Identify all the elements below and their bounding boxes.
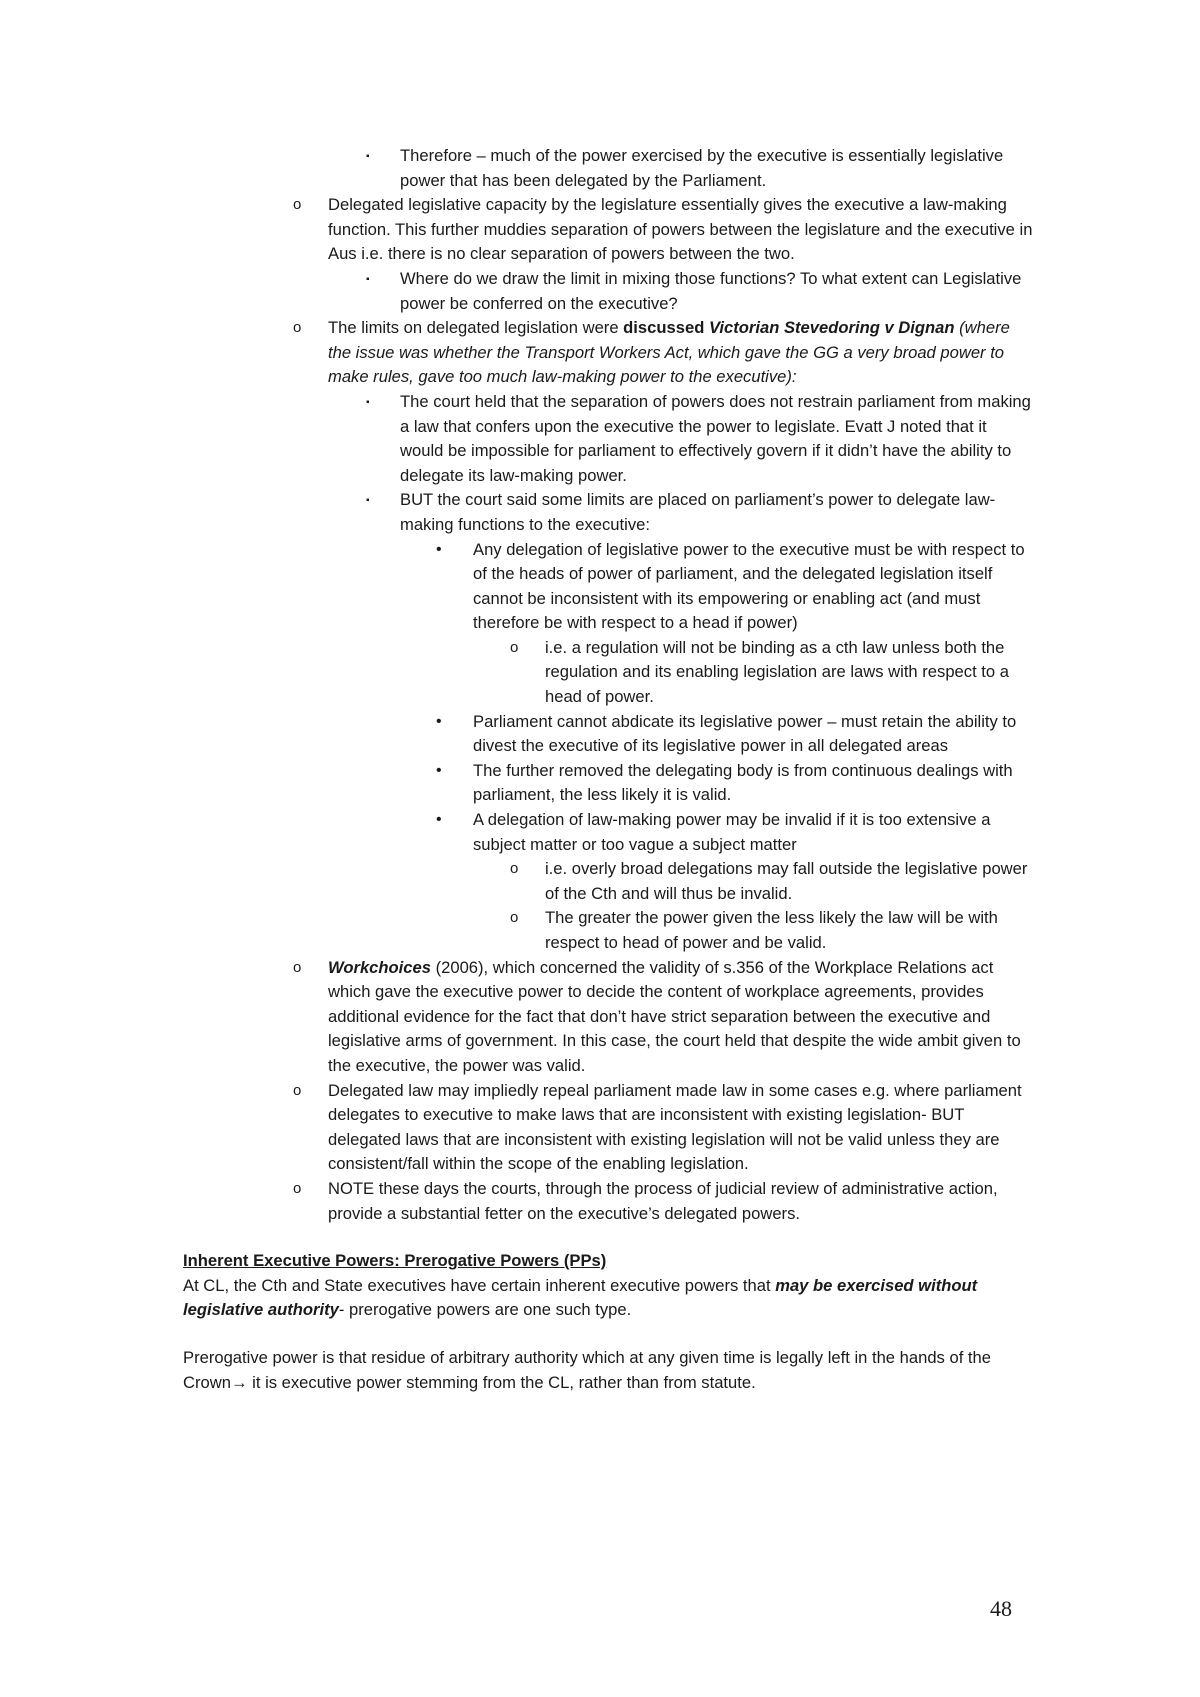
circle-bullet-icon: o — [510, 860, 519, 878]
case-name: Workchoices — [328, 957, 431, 977]
round-bullet-icon: • — [436, 761, 442, 779]
paragraph: At CL, the Cth and State executives have certain inherent executive powers that may be exercised without legislative authority- prerogative powers are one such type. — [183, 1275, 978, 1320]
list-item: o The greater the power given the less likely the law will be with respect to head of power and be valid. — [510, 908, 998, 952]
square-bullet-icon: ▪ — [366, 273, 370, 285]
list-item: o Delegated law may impliedly repeal parliament made law in some cases e.g. where parliament delegates to executive to make laws that are inconsistent with existing legislation- BUT delegated laws that are inconsistent with existing legislation will not be valid unless they are consistent/fall within the scope of the enabling legislation. — [293, 1080, 1022, 1174]
list-item: • The further removed the delegating body is from continuous dealings with parliament, the less likely it is valid. — [436, 760, 1013, 805]
square-bullet-icon: ▪ — [366, 151, 370, 162]
list-item: o The limits on delegated legislation were discussed Victorian Stevedoring v Dignan (where the issue was whether the Transport Workers Act, which gave the GG a very broad power to make rules, gave too much law-making power to the executive): — [293, 318, 1010, 387]
circle-bullet-icon: o — [293, 319, 302, 337]
round-bullet-icon: • — [436, 811, 442, 829]
list-item: • Parliament cannot abdicate its legislative power – must retain the ability to divest the executive of its legislative power in all delegated areas — [436, 711, 1017, 756]
circle-bullet-icon: o — [293, 1081, 302, 1099]
circle-bullet-icon: o — [293, 196, 302, 214]
list-item: o Delegated legislative capacity by the legislature essentially gives the executive a law-making function. This further muddies separation of powers between the legislature and the executive in Aus i.e. there is no clear separation of powers between the two. — [293, 195, 1033, 264]
circle-bullet-icon: o — [510, 638, 519, 656]
list-item: o i.e. overly broad delegations may fall outside the legislative power of the Cth and will thus be invalid. — [510, 859, 1028, 903]
list-item: ▪ Therefore – much of the power exercised by the executive is essentially legislative power that has been delegated by the Parliament. — [366, 146, 1004, 190]
case-name: Victorian Stevedoring v Dignan — [708, 318, 955, 338]
page-number: 48 — [990, 1596, 1012, 1621]
arrow-right-icon: → — [230, 1372, 248, 1392]
list-item: ▪ BUT the court said some limits are placed on parliament’s power to delegate law-making functions to the executive: — [366, 490, 996, 534]
round-bullet-icon: • — [436, 540, 442, 558]
paragraph: Prerogative power is that residue of arbitrary authority which at any given time is legally left in the hands of the Crown→ it is executive power stemming from the CL, rather than from statute. — [183, 1347, 991, 1392]
square-bullet-icon: ▪ — [366, 396, 370, 408]
emphasis-text: may be exercised without legislative authority — [183, 1275, 978, 1320]
bold-text: discussed — [623, 318, 709, 338]
list-item: o i.e. a regulation will not be binding as a cth law unless both the regulation and its enabling legislation are laws with respect to a head of power. — [510, 637, 1009, 707]
circle-bullet-icon: o — [293, 958, 302, 976]
square-bullet-icon: ▪ — [366, 495, 370, 507]
list-item: o Workchoices (2006), which concerned the validity of s.356 of the Workplace Relations act which gave the executive power to decide the content of workplace agreements, provides additional evidence for the fact that don’t have strict separation between the executive and legislative arms of government. In this case, the court held that despite the wide ambit given to the executive, the power was valid. — [293, 957, 1021, 1075]
circle-bullet-icon: o — [510, 909, 519, 927]
list-item: ▪ The court held that the separation of powers does not restrain parliament from making a law that confers upon the executive the power to legislate. Evatt J noted that it would be impossible for parliament to effectively govern if it didn’t have the ability to delegate its law-making power. — [366, 391, 1031, 485]
list-item: ▪ Where do we draw the limit in mixing those functions? To what extent can Legislative power be conferred on the executive? — [366, 268, 1022, 313]
list-item: • Any delegation of legislative power to the executive must be with respect to of the heads of power of parliament, and the delegated legislation itself cannot be inconsistent with its empowering or enabling act (and must therefore be with respect to a head if power) — [436, 539, 1025, 633]
page-content — [183, 144, 1033, 1395]
round-bullet-icon: • — [436, 712, 442, 730]
list-item: o NOTE these days the courts, through the process of judicial review of administrative action, provide a substantial fetter on the executive’s delegated powers. — [293, 1178, 998, 1223]
section-heading: Inherent Executive Powers: Prerogative Powers (PPs) — [183, 1251, 607, 1271]
circle-bullet-icon: o — [293, 1179, 302, 1197]
list-item: • A delegation of law-making power may be invalid if it is too extensive a subject matter or too vague a subject matter — [436, 810, 991, 854]
